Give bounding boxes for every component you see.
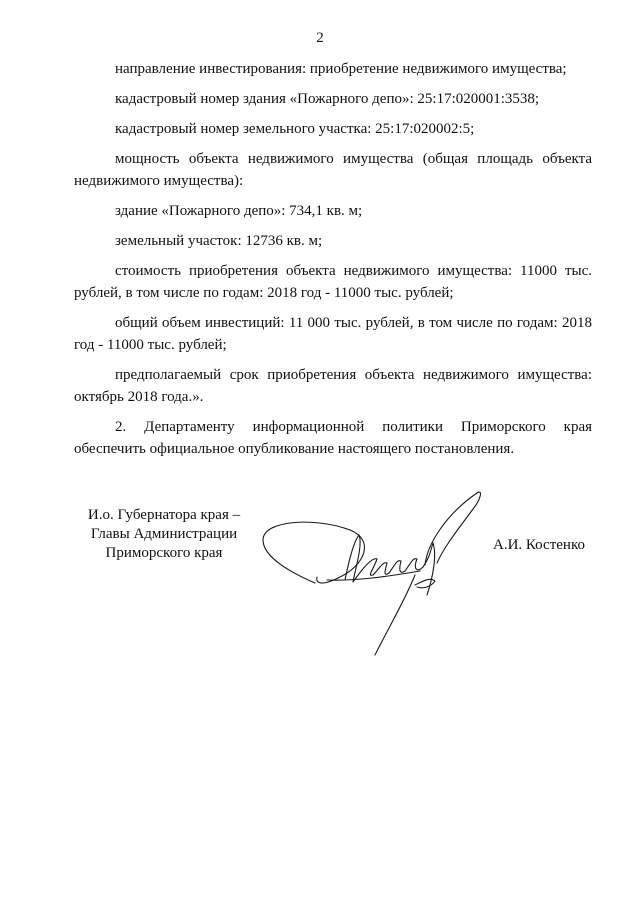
paragraph-investment-direction: направление инвестирования: приобретение недвижимого имущества; <box>115 61 567 77</box>
paragraph-total-investment: общий объем инвестиций: 11 000 тыс. рублей, в том числе по годам: 2018 год - 11000 тыс. рублей; <box>74 315 592 353</box>
paragraph-building-cadastral-number: кадастровый номер здания «Пожарного депо»: 25:17:020001:3538; <box>115 91 540 107</box>
document-body <box>74 58 592 468</box>
paragraph-building-area: здание «Пожарного депо»: 734,1 кв. м; <box>115 203 363 219</box>
page-number: 2 <box>316 30 324 46</box>
signatory-position <box>74 506 254 563</box>
paragraph-capacity: мощность объекта недвижимого имущества (общая площадь объекта недвижимого имущества): <box>74 151 592 189</box>
signatory-position-line: И.о. Губернатора края – <box>87 507 241 523</box>
paragraph-publication-order: 2. Департаменту информационной политики Приморского края обеспечить официальное опубликование настоящего постановления. <box>74 419 592 457</box>
paragraph-land-area: земельный участок: 12736 кв. м; <box>115 233 323 249</box>
signatory-position-line: Приморского края <box>105 545 223 561</box>
handwritten-signature <box>255 485 485 660</box>
paragraph-acquisition-deadline: предполагаемый срок приобретения объекта недвижимого имущества: октябрь 2018 года.». <box>74 367 592 405</box>
signatory-position-line: Главы Администрации <box>90 526 238 542</box>
signer-name: А.И. Костенко <box>493 537 585 553</box>
paragraph-acquisition-cost: стоимость приобретения объекта недвижимого имущества: 11000 тыс. рублей, в том числе по годам: 2018 год - 11000 тыс. рублей; <box>74 263 592 301</box>
paragraph-land-cadastral-number: кадастровый номер земельного участка: 25:17:020002:5; <box>115 121 475 137</box>
